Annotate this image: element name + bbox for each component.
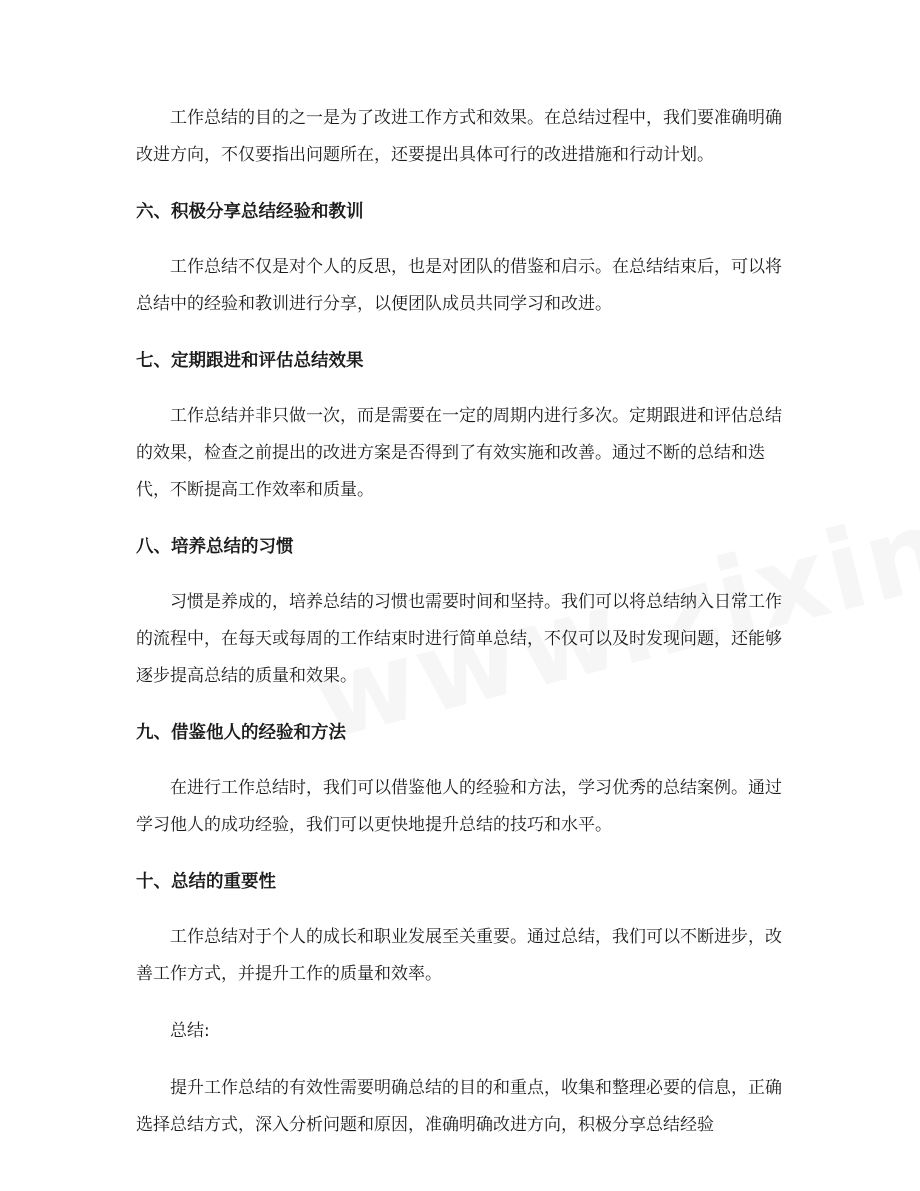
paragraph-section-10: 工作总结对于个人的成长和职业发展至关重要。通过总结，我们可以不断进步，改善工作方式，并提升工作的质量和效率。: [136, 927, 782, 984]
heading-section-10: 十、总结的重要性: [136, 872, 276, 892]
summary-label: 总结:: [170, 1021, 210, 1041]
heading-section-9: 九、借鉴他人的经验和方法: [136, 723, 346, 743]
paragraph-section-8: 习惯是养成的，培养总结的习惯也需要时间和坚持。我们可以将总结纳入日常工作的流程中，在每天或每周的工作结束时进行简单总结，不仅可以及时发现问题，还能够逐步提高总结的质量和效果。: [136, 592, 782, 686]
paragraph-section-6: 工作总结不仅是对个人的反思，也是对团队的借鉴和启示。在总结结束后，可以将总结中的经验和教训进行分享，以便团队成员共同学习和改进。: [136, 257, 782, 314]
paragraph-improvement: 工作总结的目的之一是为了改进工作方式和效果。在总结过程中，我们要准确明确改进方向，不仅要指出问题所在，还要提出具体可行的改进措施和行动计划。: [136, 108, 782, 165]
paragraph-summary: 提升工作总结的有效性需要明确总结的目的和重点，收集和整理必要的信息，正确选择总结方式，深入分析问题和原因，准确明确改进方向，积极分享总结经验: [136, 1078, 782, 1135]
document-page: [136, 100, 792, 1144]
heading-section-7: 七、定期跟进和评估总结效果: [136, 351, 364, 371]
heading-section-8: 八、培养总结的习惯: [136, 537, 294, 557]
heading-section-6: 六、积极分享总结经验和教训: [136, 202, 364, 222]
paragraph-section-7: 工作总结并非只做一次，而是需要在一定的周期内进行多次。定期跟进和评估总结的效果，检查之前提出的改进方案是否得到了有效实施和改善。通过不断的总结和迭代，不断提高工作效率和质量。: [136, 406, 782, 500]
paragraph-section-9: 在进行工作总结时，我们可以借鉴他人的经验和方法，学习优秀的总结案例。通过学习他人的成功经验，我们可以更快地提升总结的技巧和水平。: [136, 778, 782, 835]
